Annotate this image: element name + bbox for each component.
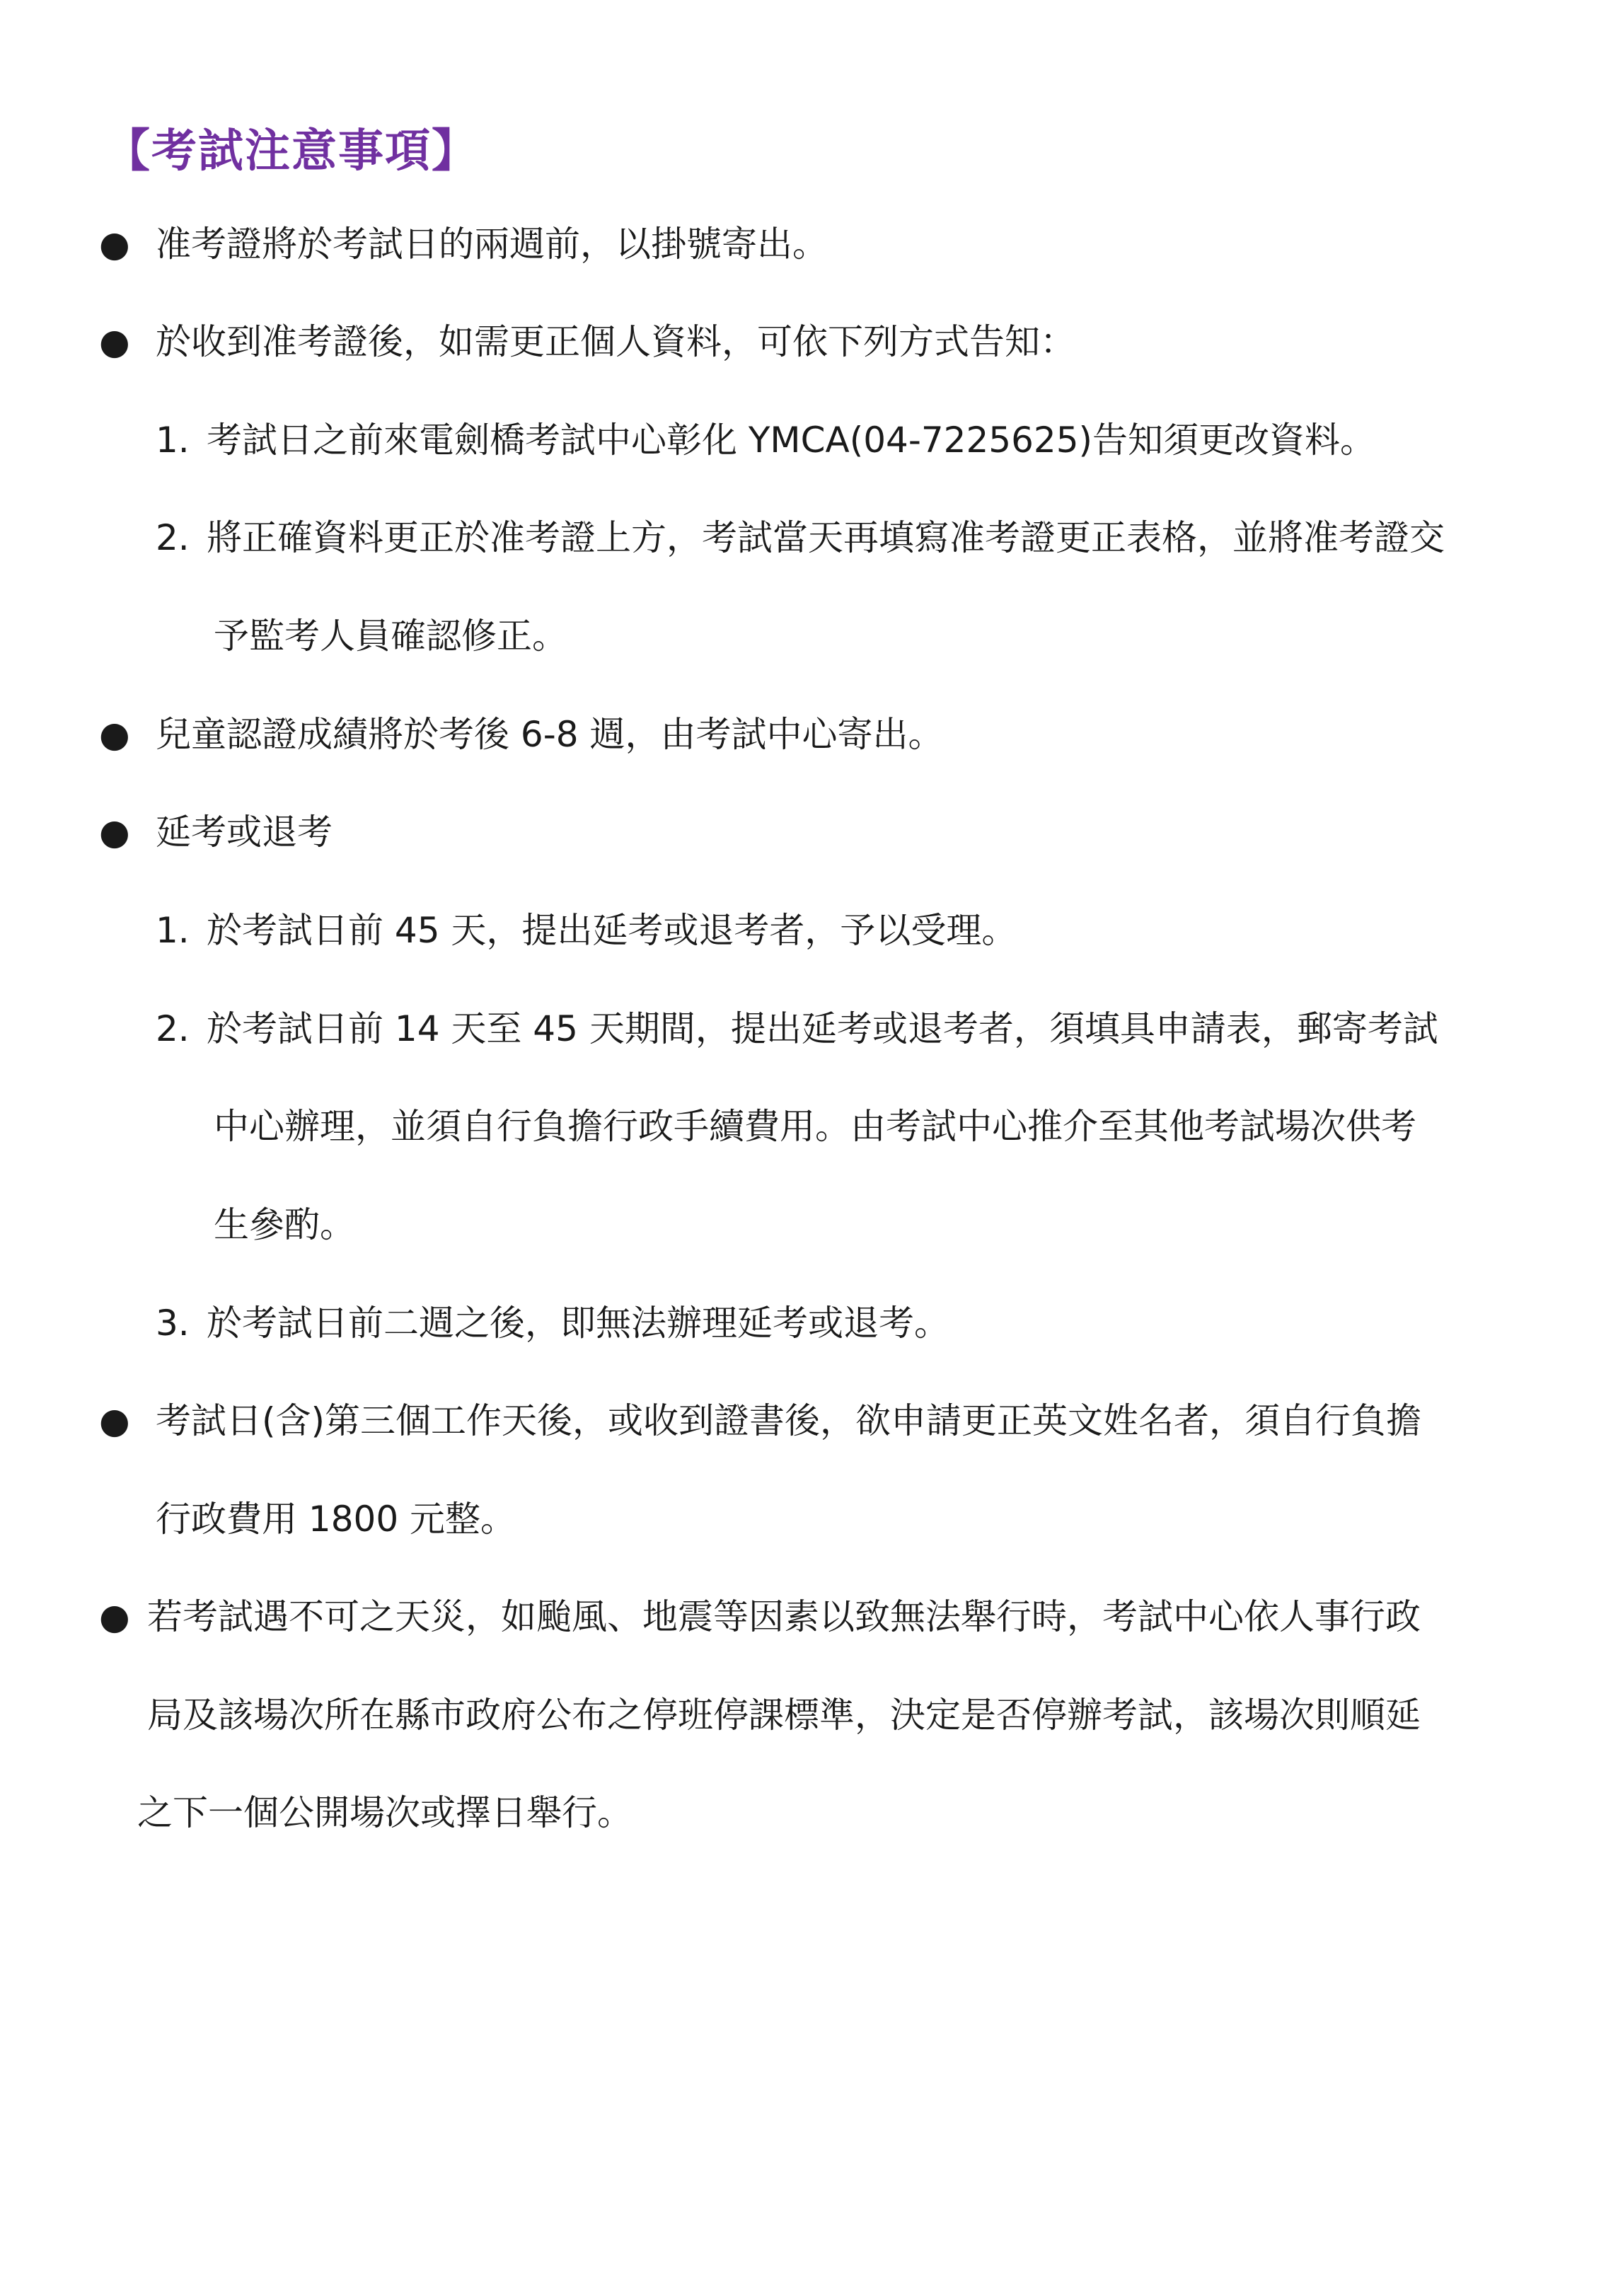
item-4-sub-2-line-2: 中心辦理，並須自行負擔行政手續費用。由考試中心推介至其他考試場次供考 xyxy=(214,1106,1416,1147)
item-2-line-1: 於收到准考證後，如需更正個人資料，可依下列方式告知： xyxy=(156,321,1075,362)
item-4-sub-2-line-3: 生參酌。 xyxy=(214,1204,355,1245)
item-5-line-1: 考試日(含)第三個工作天後，或收到證書後，欲申請更正英文姓名者，須自行負擔 xyxy=(156,1400,1422,1441)
item-2-sub-1-number: 1. xyxy=(156,420,190,461)
page-title: 【考試注意事項】 xyxy=(105,125,478,178)
item-4-sub-1-number: 1. xyxy=(156,910,190,951)
item-4-sub-1-line-1: 於考試日前 45 天，提出延考或退考者，予以受理。 xyxy=(207,910,1017,951)
item-2-sub-1-line-1: 考試日之前來電劍橋考試中心彰化 YMCA(04-7225625)告知須更改資料。 xyxy=(207,420,1376,461)
bullet-icon: ● xyxy=(99,224,130,265)
bullet-icon: ● xyxy=(99,812,130,853)
item-1-line-1: 准考證將於考試日的兩週前，以掛號寄出。 xyxy=(156,224,828,265)
item-4-sub-3-line-1: 於考試日前二週之後，即無法辦理延考或退考。 xyxy=(207,1303,949,1344)
item-4-line-1: 延考或退考 xyxy=(156,812,333,853)
item-4-sub-3-number: 3. xyxy=(156,1303,190,1344)
item-2-sub-2-line-1: 將正確資料更正於准考證上方，考試當天再填寫准考證更正表格，並將准考證交 xyxy=(207,517,1445,558)
bullet-icon: ● xyxy=(99,1400,130,1441)
bullet-icon: ● xyxy=(99,714,130,755)
item-4-sub-2-number: 2. xyxy=(156,1008,190,1049)
item-6-line-2: 局及該場次所在縣市政府公布之停班停課標準，決定是否停辦考試，該場次則順延 xyxy=(147,1695,1421,1736)
item-5-line-2: 行政費用 1800 元整。 xyxy=(156,1499,516,1540)
item-6-line-3: 之下一個公開場次或擇日舉行。 xyxy=(137,1792,633,1833)
item-6-line-1: 若考試遇不可之天災，如颱風、地震等因素以致無法舉行時，考試中心依人事行政 xyxy=(147,1596,1421,1637)
item-3-line-1: 兒童認證成績將於考後 6-8 週，由考試中心寄出。 xyxy=(156,714,944,755)
item-4-sub-2-line-1: 於考試日前 14 天至 45 天期間，提出延考或退考者，須填具申請表，郵寄考試 xyxy=(207,1008,1438,1049)
item-2-sub-2-line-2: 予監考人員確認修正。 xyxy=(214,616,567,657)
bullet-icon: ● xyxy=(99,321,130,362)
bullet-icon: ● xyxy=(99,1596,130,1637)
item-2-sub-2-number: 2. xyxy=(156,517,190,558)
